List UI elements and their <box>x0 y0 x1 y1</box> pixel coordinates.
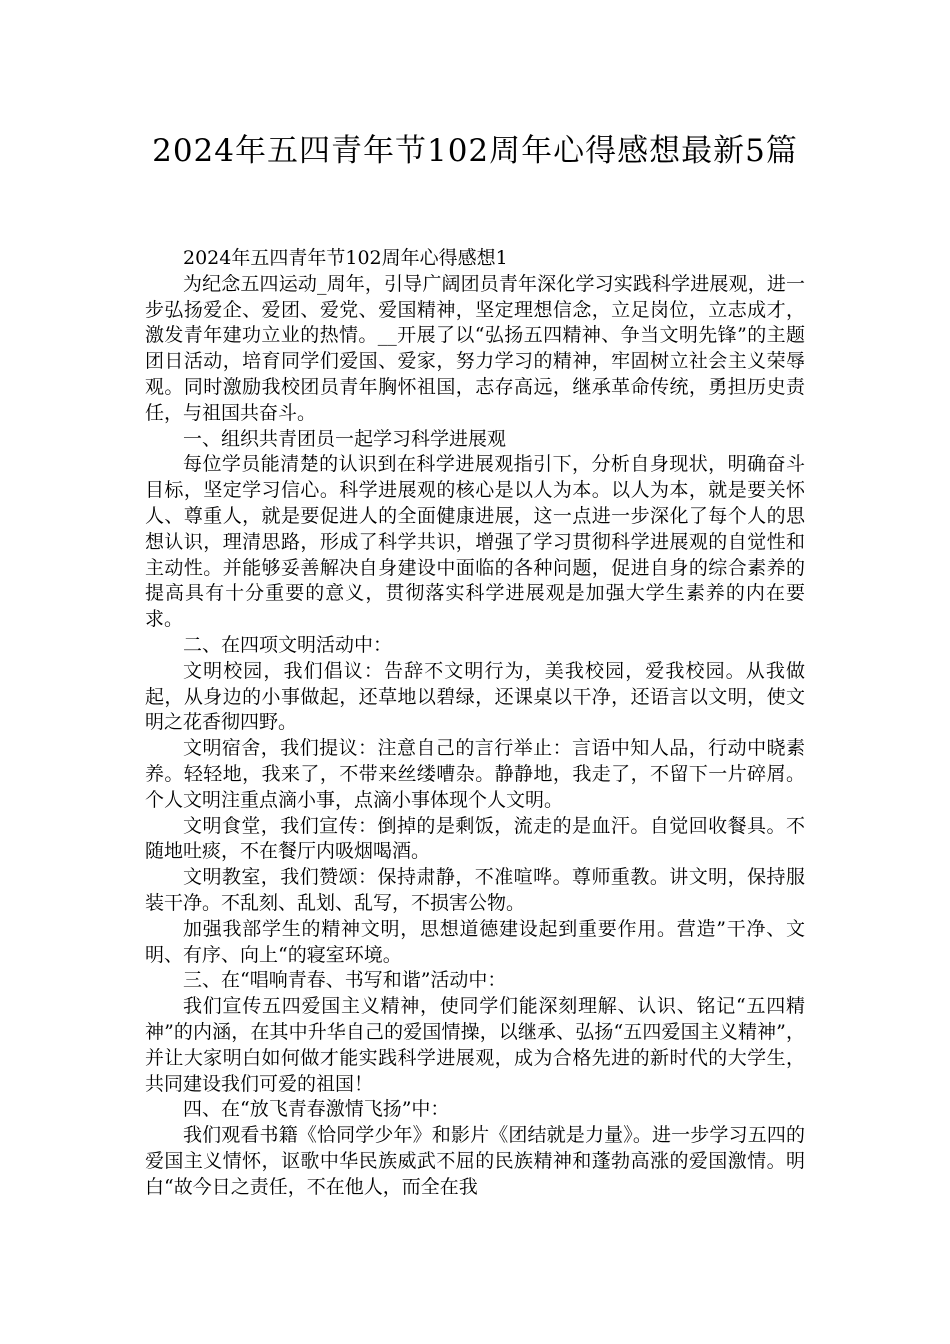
paragraph-canteen: 文明食堂，我们宣传：倒掉的是剩饭，流走的是血汗。自觉回收餐具。不随地吐痰，不在餐厅内吸烟喝酒。 <box>145 814 805 863</box>
section-heading-1: 一、组织共青团员一起学习科学进展观 <box>183 427 507 450</box>
paragraph-films: 我们观看书籍《恰同学少年》和影片《团结就是力量》。进一步学习五四的爱国主义情怀，讴歌中华民族威武不屈的民族精神和蓬勃高涨的爱国激情。明白“故今日之责任，不在他人，而全在我 <box>145 1124 805 1198</box>
paragraph-dormitory: 文明宿舍，我们提议：注意自己的言行举止：言语中知人品，行动中晓素养。轻轻地，我来了，不带来丝缕嘈杂。静静地，我走了，不留下一片碎屑。个人文明注重点滴小事，点滴小事体现个人文明。 <box>145 737 805 811</box>
paragraph-campus: 文明校园，我们倡议：告辞不文明行为，美我校园，爱我校园。从我做起，从身边的小事做起，还草地以碧绿，还课桌以干净，还语言以文明，使文明之花香彻四野。 <box>145 659 805 734</box>
section-heading-4: 四、在“放飞青春激情飞扬”中： <box>183 1098 450 1121</box>
document-body <box>145 246 805 1200</box>
section-heading-3: 三、在“唱响青春、书写和谐”活动中： <box>183 969 507 992</box>
section-heading-2: 二、在四项文明活动中： <box>183 633 393 656</box>
paragraph-intro: 为纪念五四运动_周年，引导广阔团员青年深化学习实践科学进展观，进一步弘扬爱企、爱团、爱党、爱国精神，坚定理想信念，立足岗位，立志成才，激发青年建功立业的热情。__开展了以“弘扬五四精神、争当文明先锋”的主题团日活动，培育同学们爱国、爱家，努力学习的精神，牢固树立社会主义荣辱观。同时激励我校团员青年胸怀祖国，志存高远，继承革命传统，勇担历史责任，与祖国共奋斗。 <box>145 272 805 424</box>
paragraph-patriotism: 我们宣传五四爱国主义精神，使同学们能深刻理解、认识、铭记“五四精神”的内涵，在其中升华自己的爱国情操，以继承、弘扬“五四爱国主义精神”，并让大家明白如何做才能实践科学进展观，成为合格先进的新时代的大学生，共同建设我们可爱的祖国！ <box>145 995 805 1095</box>
paragraph-study: 每位学员能清楚的认识到在科学进展观指引下，分析自身现状，明确奋斗目标，坚定学习信心。科学进展观的核心是以人为本。以人为本，就是要关怀人、尊重人，就是要促进人的全面健康进展，这一点进一步深化了每个人的思想认识，理清思路，形成了科学共识，增强了学习贯彻科学进展观的自觉性和主动性。并能够妥善解决自身建设中面临的各种问题，促进自身的综合素养的提高具有十分重要的意义，贯彻落实科学进展观是加强大学生素养的内在要求。 <box>145 453 805 631</box>
document-title: 2024年五四青年节102周年心得感想最新5篇 <box>152 133 798 169</box>
section-heading-essay-1: 2024年五四青年节102周年心得感想1 <box>183 247 508 269</box>
paragraph-classroom: 文明教室，我们赞颂：保持肃静，不准喧哗。尊师重教。讲文明，保持服装干净。不乱刻、乱划、乱写，不损害公物。 <box>145 866 805 914</box>
paragraph-civilization: 加强我部学生的精神文明，思想道德建设起到重要作用。营造”干净、文明、有序、向上“的寝室环境。 <box>145 917 805 966</box>
